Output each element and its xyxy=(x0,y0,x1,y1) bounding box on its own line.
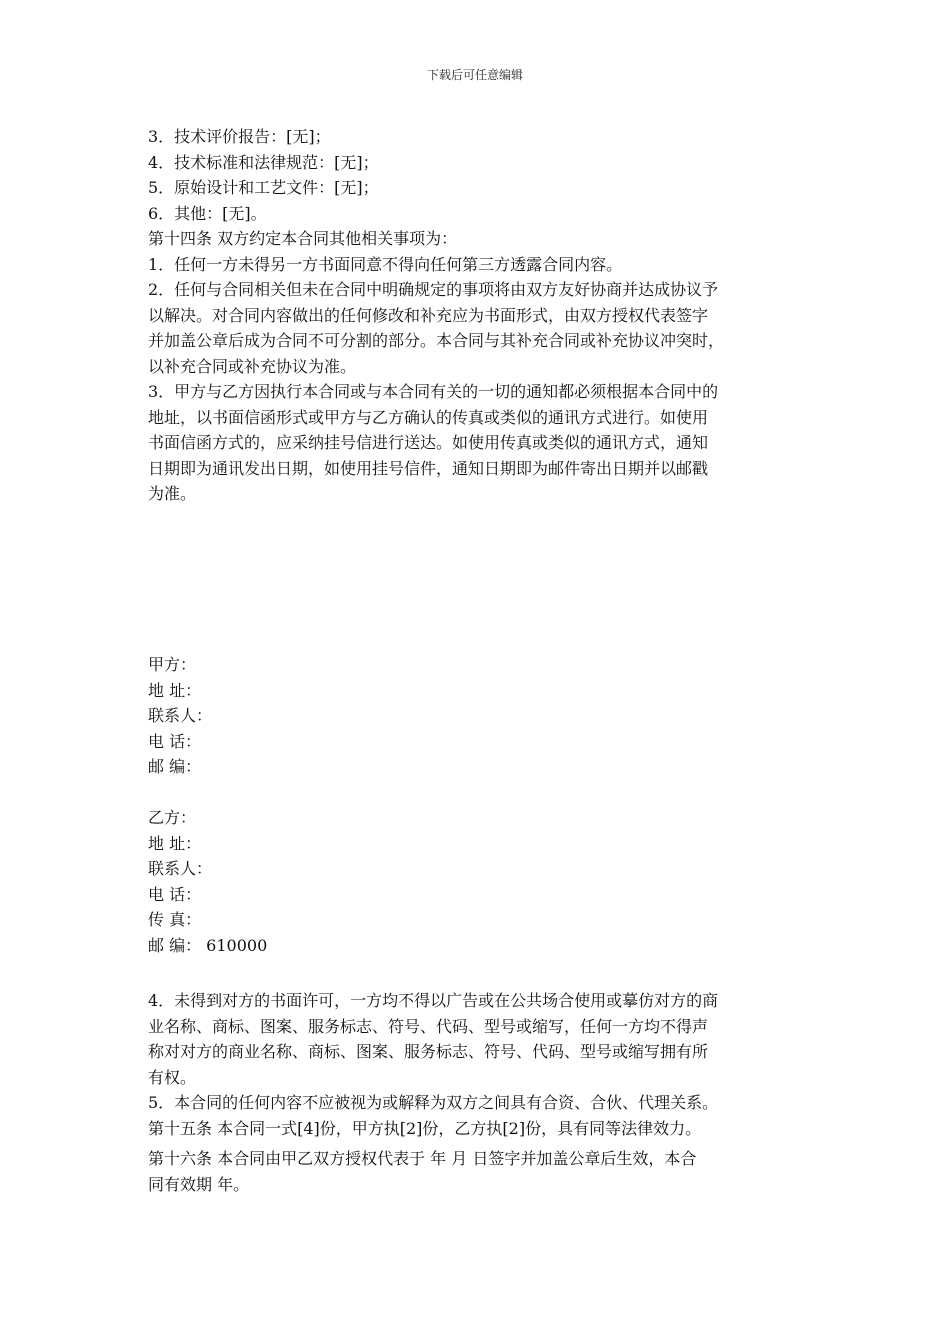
clause-line: 3．甲方与乙方因执行本合同或与本合同有关的一切的通知都必须根据本合同中的 xyxy=(148,382,719,401)
clause-line: 为准。 xyxy=(148,484,197,503)
party-a-label: 甲方： xyxy=(148,655,197,674)
clause-line: 6．其他：[无]。 xyxy=(148,203,267,223)
party-a-postcode: 邮 编： xyxy=(148,757,202,776)
clause-line: 有权。 xyxy=(148,1067,197,1087)
party-b-fax: 传 真： xyxy=(148,910,202,929)
clause-line: 4．未得到对方的书面许可，一方均不得以广告或在公共场合使用或摹仿对方的商 xyxy=(148,991,719,1010)
clause-line: 以补充合同或补充协议为准。 xyxy=(148,356,357,376)
clause-line: 5．原始设计和工艺文件：[无]； xyxy=(148,178,379,197)
clause-line: 日期即为通讯发出日期，如使用挂号信件，通知日期即为邮件寄出日期并以邮戳 xyxy=(148,458,709,478)
clause-line: 业名称、商标、图案、服务标志、符号、代码、型号或缩写，任何一方均不得声 xyxy=(148,1016,709,1036)
party-a-address: 地 址： xyxy=(148,680,202,700)
article-14-heading: 第十四条 双方约定本合同其他相关事项为： xyxy=(148,229,458,248)
clause-line: 3．技术评价报告：[无]； xyxy=(148,127,331,146)
party-a-info xyxy=(148,652,808,780)
clause-line: 书面信函方式的，应采纳挂号信进行送达。如使用传真或类似的通讯方式，通知 xyxy=(148,433,709,452)
clause-line: 4．技术标准和法律规范：[无]； xyxy=(148,152,379,172)
clause-line: 并加盖公章后成为合同不可分割的部分。本合同与其补充合同或补充协议冲突时， xyxy=(148,331,725,350)
party-b-phone: 电 话： xyxy=(148,884,202,904)
party-b-address: 地 址： xyxy=(148,833,202,853)
article-16-line: 第十六条 本合同由甲乙双方授权代表于 年 月 日签字并加盖公章后生效，本合 xyxy=(148,1149,697,1168)
contract-clauses-lower xyxy=(148,988,808,1116)
party-b-contact: 联系人： xyxy=(148,859,213,878)
clause-line: 称对对方的商业名称、商标、图案、服务标志、符号、代码、型号或缩写拥有所 xyxy=(148,1042,709,1061)
party-b-postcode: 邮 编： 610000 xyxy=(148,935,268,955)
article-16 xyxy=(148,1146,808,1197)
party-a-contact: 联系人： xyxy=(148,706,213,725)
article-15 xyxy=(148,1116,808,1142)
clause-line: 5．本合同的任何内容不应被视为或解释为双方之间具有合资、合伙、代理关系。 xyxy=(148,1093,719,1112)
contract-clauses-upper xyxy=(148,124,808,507)
clause-line: 2．任何与合同相关但未在合同中明确规定的事项将由双方友好协商并达成协议予 xyxy=(148,280,719,299)
clause-line: 地址，以书面信函形式或甲方与乙方确认的传真或类似的通讯方式进行。如使用 xyxy=(148,407,709,427)
article-15-text: 第十五条 本合同一式[4]份，甲方执[2]份，乙方执[2]份，具有同等法律效力。 xyxy=(148,1119,702,1138)
clause-line: 以解决。对合同内容做出的任何修改和补充应为书面形式，由双方授权代表签字 xyxy=(148,305,709,325)
party-a-phone: 电 话： xyxy=(148,731,202,751)
party-b-label: 乙方： xyxy=(148,808,197,827)
party-b-info xyxy=(148,805,808,958)
clause-line: 1．任何一方未得另一方书面同意不得向任何第三方透露合同内容。 xyxy=(148,254,623,274)
article-16-line: 同有效期 年。 xyxy=(148,1174,250,1194)
page-header: 下载后可任意编辑 xyxy=(426,68,523,82)
